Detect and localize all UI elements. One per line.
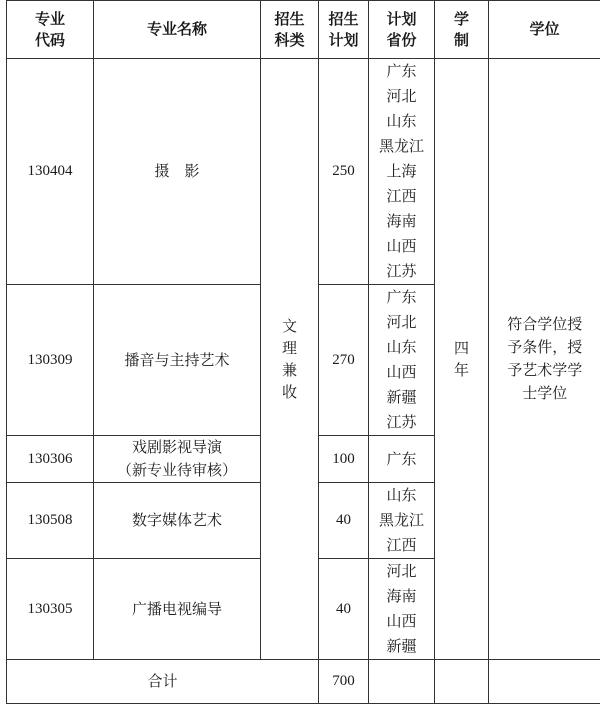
- major-name: 广播电视编导: [94, 559, 261, 660]
- plan-count: 40: [319, 483, 369, 559]
- major-code: 130404: [7, 59, 94, 285]
- province-list: 广东 河北 山东 山西 新疆 江苏: [369, 285, 435, 436]
- major-code: 130306: [7, 436, 94, 483]
- header-row: [7, 1, 600, 59]
- category-cell: [261, 59, 319, 660]
- total-plan: 700: [319, 660, 369, 704]
- header-name: 专业名称: [94, 1, 261, 59]
- total-empty-duration: [435, 660, 489, 704]
- enrollment-table: [6, 0, 600, 704]
- province-list: 广东: [369, 436, 435, 483]
- major-name: 摄 影: [94, 59, 261, 285]
- major-name-note: （新专业待审核）: [94, 459, 260, 482]
- header-plan: 招生 计划: [319, 1, 369, 59]
- table-row: [7, 59, 600, 285]
- plan-count: 270: [319, 285, 369, 436]
- total-label: 合计: [7, 660, 319, 704]
- header-duration: 学 制: [435, 1, 489, 59]
- province-list: 河北 海南 山西 新疆: [369, 559, 435, 660]
- province-list: 广东 河北 山东 黑龙江 上海 江西 海南 山西 江苏: [369, 59, 435, 285]
- header-category: 招生 科类: [261, 1, 319, 59]
- category-text: 文理兼收: [282, 315, 298, 403]
- total-empty-province: [369, 660, 435, 704]
- province-list: 山东 黑龙江 江西: [369, 483, 435, 559]
- plan-count: 250: [319, 59, 369, 285]
- major-name: 数字媒体艺术: [94, 483, 261, 559]
- total-empty-degree: [489, 660, 600, 704]
- major-code: 130508: [7, 483, 94, 559]
- major-code: 130305: [7, 559, 94, 660]
- degree-cell: [489, 59, 600, 660]
- major-name: 播音与主持艺术: [94, 285, 261, 436]
- plan-count: 100: [319, 436, 369, 483]
- major-code: 130309: [7, 285, 94, 436]
- header-province: 计划 省份: [369, 1, 435, 59]
- degree-text: 符合学位授予条件，授予艺术学学士学位: [503, 313, 587, 405]
- total-row: [7, 660, 600, 704]
- header-degree: 学位: [489, 1, 600, 59]
- duration-cell: [435, 59, 489, 660]
- duration-text: 四年: [454, 337, 470, 381]
- header-code: 专业 代码: [7, 1, 94, 59]
- major-name: 戏剧影视导演 （新专业待审核）: [94, 436, 261, 483]
- plan-count: 40: [319, 559, 369, 660]
